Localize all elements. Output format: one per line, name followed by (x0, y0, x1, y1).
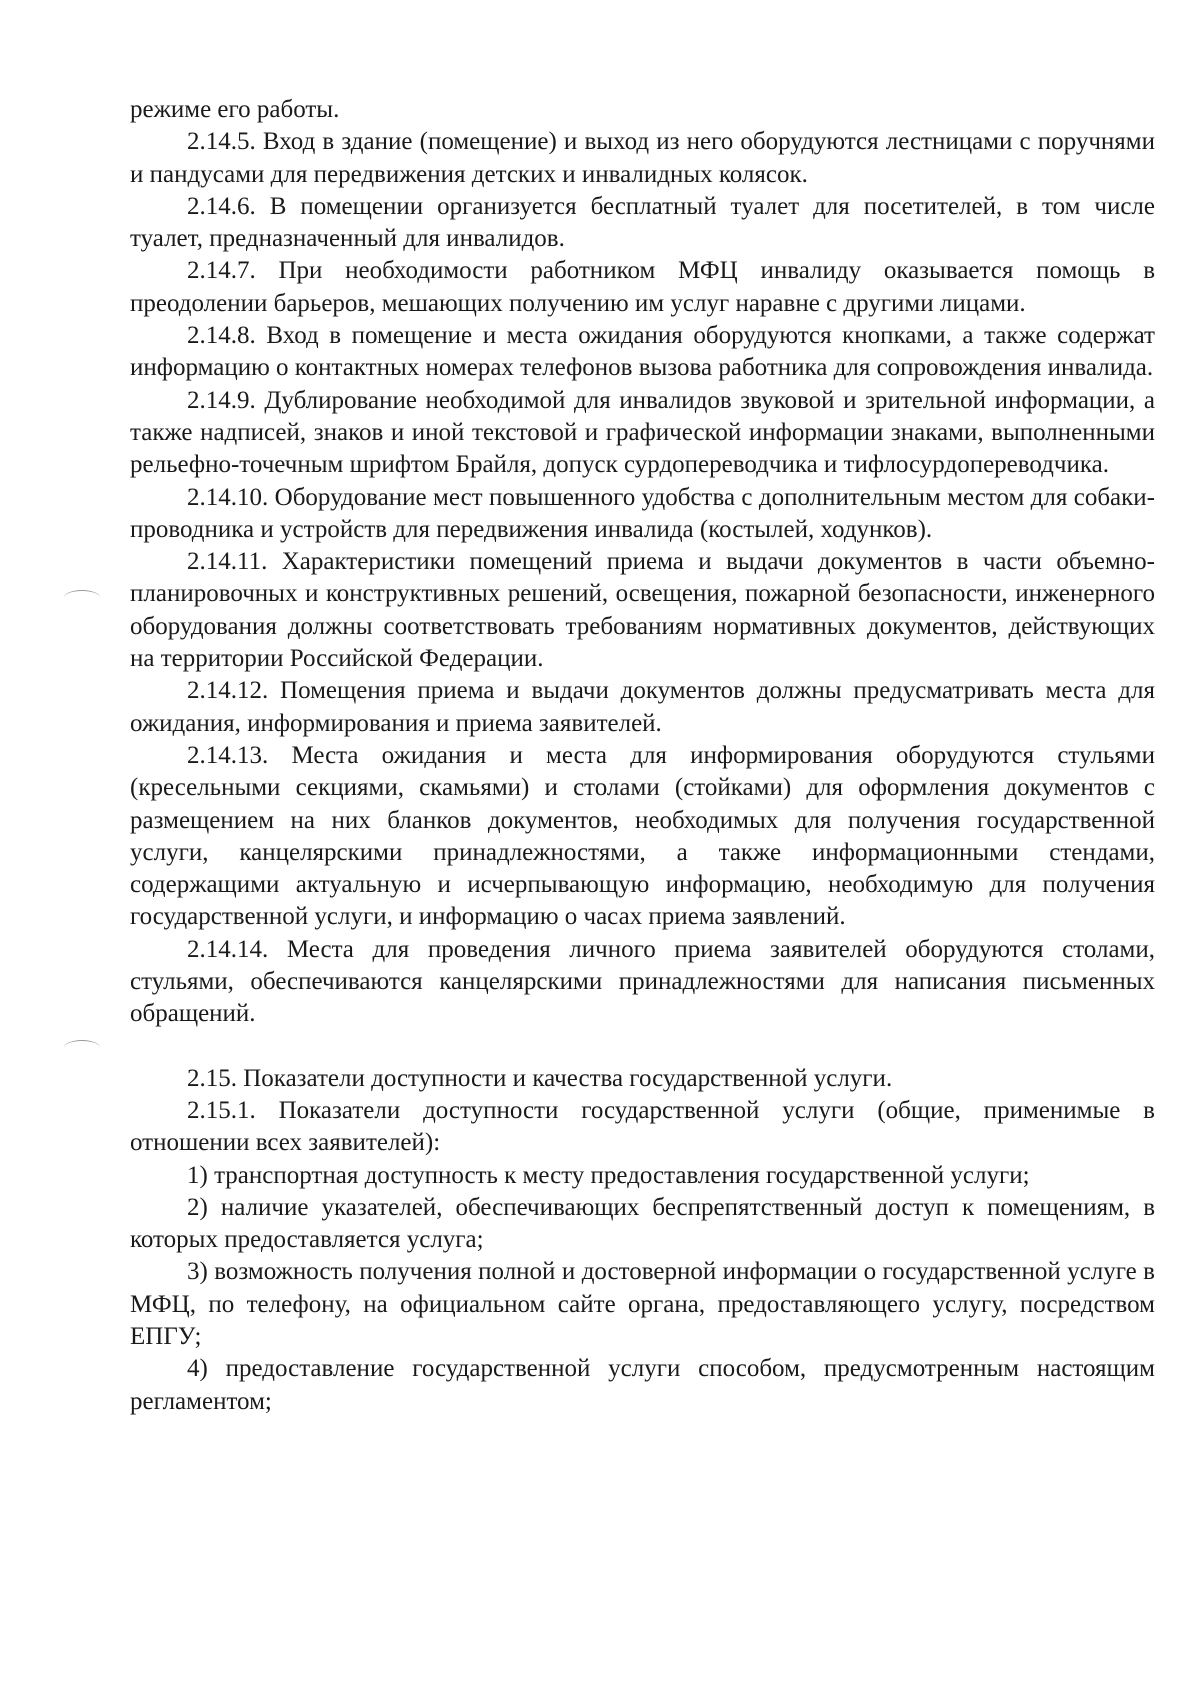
paragraph-2-14-13: 2.14.13. Места ожидания и места для информирования оборудуются стульями (кресельными секциями, скамьями) и столами (стойками) для оформления документов с размещением на них бланков документов, необходимых для получения государственной услуги, канцелярскими принадлежностями, а также информационными стендами, содержащими актуальную и исчерпывающую информацию, необходимую для получения государственной услуги, и информацию о часах приема заявлений. (130, 741, 1155, 931)
paragraph-2-14-5: 2.14.5. Вход в здание (помещение) и выход из него оборудуются лестницами с поручнями и пандусами для передвижения детских и инвалидных колясок. (130, 128, 1155, 188)
list-item-3: 3) возможность получения полной и достоверной информации о государственной услуге в МФЦ, по телефону, на официальном сайте органа, предоставляющего услугу, посредством ЕПГУ; (130, 1258, 1155, 1350)
paragraph-2-14-9: 2.14.9. Дублирование необходимой для инвалидов звуковой и зрительной информации, а также надписей, знаков и иной текстовой и графической информации знаками, выполненными рельефно-точечным шрифтом Брайля, допуск сурдопереводчика и тифлосурдопереводчика. (130, 386, 1155, 479)
paragraph-2-14-7: 2.14.7. При необходимости работником МФЦ инвалиду оказывается помощь в преодолении барьеров, мешающих получению им услуг наравне с другими лицами. (130, 257, 1155, 317)
list-item-2: 2) наличие указателей, обеспечивающих беспрепятственный доступ к помещениям, в которых предоставляется услуга; (130, 1193, 1155, 1254)
list-item-1: 1) транспортная доступность к месту предоставления государственной услуги; (187, 1161, 1030, 1189)
document-body (130, 94, 1155, 1418)
paragraph-2-14-14: 2.14.14. Места для проведения личного приема заявителей оборудуются столами, стульями, обеспечиваются канцелярскими принадлежностями для написания письменных обращений. (130, 935, 1155, 1028)
scan-artifact-mark (64, 1040, 100, 1055)
scan-artifact-mark (64, 590, 100, 605)
section-heading-2-15: 2.15. Показатели доступности и качества государственной услуги. (187, 1064, 893, 1092)
paragraph-2-14-6: 2.14.6. В помещении организуется бесплатный туалет для посетителей, в том числе туалет, предназначенный для инвалидов. (130, 192, 1155, 253)
list-item-4: 4) предоставление государственной услуги способом, предусмотренным настоящим регламентом; (130, 1355, 1155, 1415)
paragraph-2-15-1: 2.15.1. Показатели доступности государственной услуги (общие, применимые в отношении всех заявителей): (130, 1096, 1155, 1157)
paragraph-2-14-11: 2.14.11. Характеристики помещений приема и выдачи документов в части объемно-планировочных и конструктивных решений, освещения, пожарной безопасности, инженерного оборудования должны соответствовать требованиям нормативных документов, действующих на территории Российской Федерации. (130, 548, 1155, 673)
paragraph-2-14-10: 2.14.10. Оборудование мест повышенного удобства с дополнительным местом для собаки-проводника и устройств для передвижения инвалида (костылей, ходунков). (130, 483, 1155, 543)
paragraph-2-14-12: 2.14.12. Помещения приема и выдачи документов должны предусматривать места для ожидания, информирования и приема заявителей. (130, 677, 1155, 737)
paragraph-2-14-8: 2.14.8. Вход в помещение и места ожидания оборудуются кнопками, а также содержат информацию о контактных номерах телефонов вызова работника для сопровождения инвалида. (130, 322, 1155, 382)
paragraph-continuation: режиме его работы. (130, 96, 340, 123)
